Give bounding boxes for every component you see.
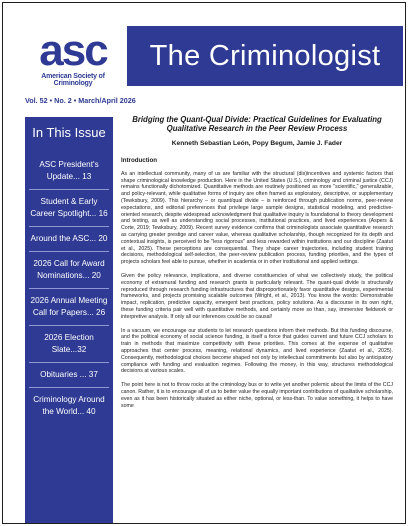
publication-title: The Criminologist xyxy=(149,39,381,72)
sidebar-heading: In This Issue xyxy=(32,125,106,140)
sidebar-item-around-the-asc[interactable]: Around the ASC... 20 xyxy=(29,227,109,252)
sidebar-list xyxy=(29,153,109,424)
sidebar-item-presidents-update[interactable]: ASC President's Update... 13 xyxy=(29,153,109,190)
article-paragraph: In a vacuum, we encourage our students to let research questions inform their methods. But this funding discourse, and the political economy of social science funding, is itself a force that guides current and future CCJ scholars to train in methods that maximize competitivity with these priorities. This comes at the expense of qualitative approaches that center process, meaning, relational dynamics, and lived experience (Zaatut et al., 2025). Consequently, methodological choices become shaped not only by intellectual commitments but also by anticipatory compliance with funding and evaluation regimes. Following the money, in this way, structures methodological decisions at various scales. xyxy=(121,327,393,375)
sidebar-item-criminology-world[interactable]: Criminology Around the World... 40 xyxy=(33,395,105,416)
article-paragraph: The point here is not to throw rocks at the criminology bus or to write yet another polemic about the limits of the CCJ canon. Rather, it is to encourage all of us to better value the equally important contributions of qualitative scholarship, even as it has been historically situated as either niche, optional, or less-than. To value something, it helps to have some xyxy=(121,382,393,409)
article-paragraph: As an intellectual community, many of us are familiar with the structural (dis)incentives and systemic factors that shape criminological knowledge production. Here in the United States (U.S.), criminology and criminal justice (CCJ) remains functionally dichotomized. Quantitative methods are routinely positioned as more "scientific," generalizable, and policy-relevant, while qualitative forms of inquiry are often framed as exploratory, descriptive, or supplementary (Tewksbury, 2009). This hierarchy – or quant/qual divide – is reinforced through publication norms, peer-review expectations, and editorial preferences that privilege large sample designs, statistical modeling, and predictive-oriented research, despite widespread acknowledgment that qualitative inquiry is foundational to theory development and testing, as well as understanding social processes, institutional practices, and lived experiences (Aspers & Corte, 2019; Tewksbury, 2009). Recent survey evidence confirms that criminologists associate quantitative research as carrying greater prestige and career value, whereas qualitative scholarship, though recognized for its depth and contextual insights, is perceived to be "less rigorous" and less rewarded within institutions and our discipline (Zaatut et al., 2025). These perceptions are consequential. They shape career trajectories, including student training decisions, methodological self-selection, the peer-review publication process, funding priorities, and the types of projects scholars feel able to pursue, whether in academia or in other institutional and applied settings. xyxy=(121,170,393,266)
logo-society-name: American Society of Criminology xyxy=(41,73,105,87)
sidebar-item-award-nominations[interactable]: 2026 Call for Award Nominations... 20 xyxy=(29,252,109,289)
in-this-issue-sidebar xyxy=(25,117,113,524)
newsletter-page xyxy=(2,2,406,524)
title-banner xyxy=(127,26,403,86)
sidebar-item-obituaries[interactable]: Obituaries ... 37 xyxy=(29,363,109,388)
article-paragraph: Given the policy relevance, implications, and diverse constituencies of what we collectively study, the political economy of extramural funding and research grants is particularly relevant. The quant-qual divide is structurally reproduced through research funding infrastructures that disproportionately favor quantitative designs, experimental frameworks, and projects promising scalable outcomes (Wright, et al., 2013). You know the words: Demonstrable impact, replication, predictive capacity, emergent best practices, policy solutions. As a discourse in its own right, these funding criteria pair well with quantitative methods, and certainly more so than, say, immersive fieldwork or interpretive analysis. If only all our inferences could be so causal! xyxy=(121,272,393,320)
article-authors: Kenneth Sebastian León, Popy Begum, Jamie J. Fader xyxy=(171,139,343,147)
logo-wordmark: asc xyxy=(39,26,107,75)
sidebar-item-election-slate[interactable]: 2026 Election Slate...32 xyxy=(29,326,109,363)
issue-info: Vol. 52 • No. 2 • March/April 2026 xyxy=(25,96,136,105)
sidebar-item-student-spotlight[interactable]: Student & Early Career Spotlight... 16 xyxy=(29,190,109,227)
sidebar-item-call-for-papers[interactable]: 2026 Annual Meeting Call for Papers... 26 xyxy=(29,289,109,326)
section-heading: Introduction xyxy=(121,156,158,164)
article-title: Bridging the Quant-Qual Divide: Practical Guidelines for Evaluating Qualitative Research in the Peer Review Process xyxy=(132,115,382,134)
feature-article xyxy=(121,115,393,409)
